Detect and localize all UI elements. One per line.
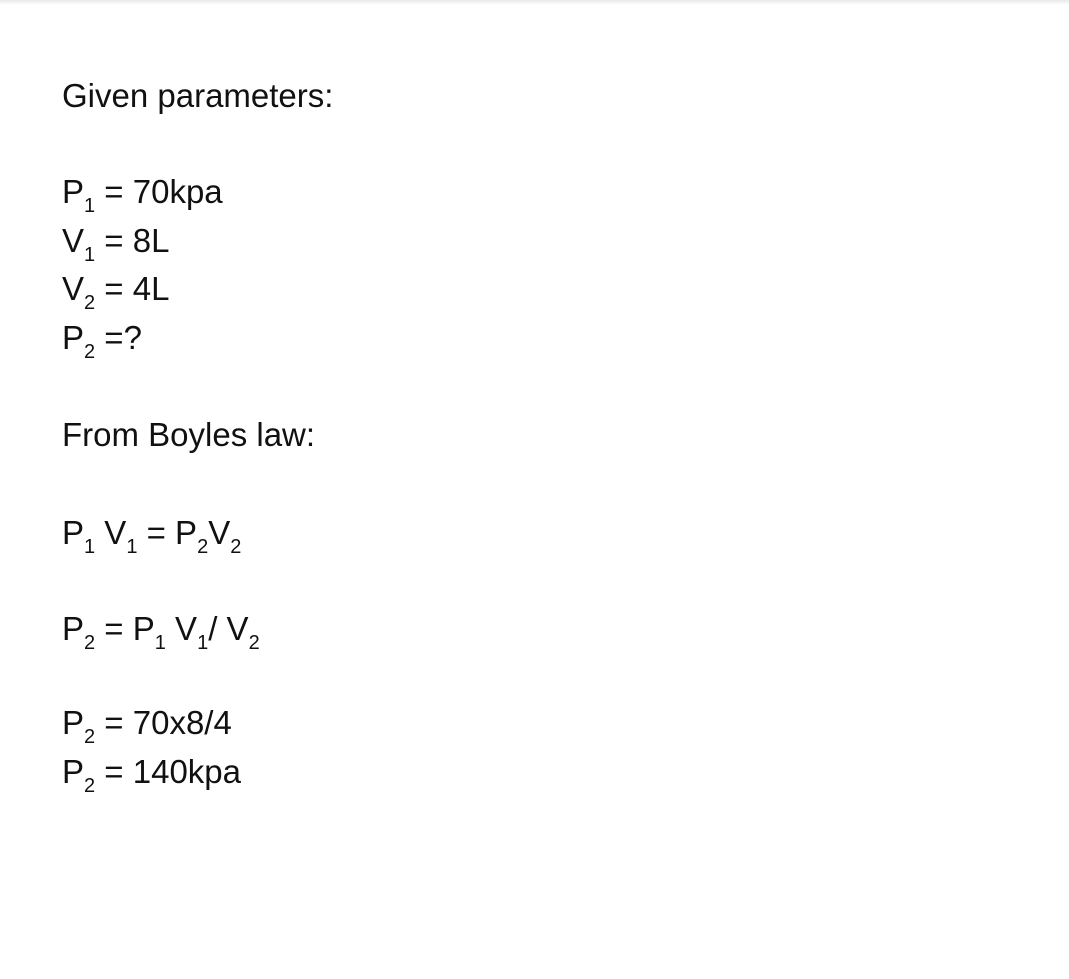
- term: / V: [208, 610, 249, 647]
- subscript: 2: [230, 536, 242, 558]
- given-v1: [62, 221, 170, 266]
- value: =?: [95, 319, 142, 356]
- value: = 70kpa: [95, 173, 223, 210]
- term: V: [165, 610, 198, 647]
- subscript: 2: [197, 536, 209, 558]
- subscript: 1: [84, 536, 96, 558]
- subscript: 2: [248, 632, 260, 654]
- result-step: [62, 752, 242, 797]
- subscript: 2: [84, 341, 96, 363]
- variable: P: [62, 173, 85, 210]
- term: = P: [137, 514, 198, 551]
- subscript: 1: [197, 632, 209, 654]
- subscript: 2: [84, 292, 96, 314]
- subscript: 2: [84, 775, 96, 797]
- top-shadow: [0, 0, 1069, 5]
- term: P: [62, 610, 85, 647]
- subscript: 1: [84, 195, 96, 217]
- value: = 8L: [95, 222, 170, 259]
- given-v2: [62, 269, 170, 314]
- rearranged-equation: [62, 609, 260, 654]
- variable: V: [62, 222, 85, 259]
- variable: P: [62, 704, 85, 741]
- subscript: 2: [84, 632, 96, 654]
- boyles-equation: [62, 513, 242, 558]
- term: V: [208, 514, 231, 551]
- value: = 4L: [95, 270, 170, 307]
- subscript: 1: [154, 632, 166, 654]
- given-p1: [62, 172, 223, 217]
- law-heading: From Boyles law:: [62, 416, 316, 453]
- term: V: [95, 514, 127, 551]
- variable: P: [62, 753, 85, 790]
- variable: P: [62, 319, 85, 356]
- given-heading: Given parameters:: [62, 77, 334, 114]
- term: = P: [95, 610, 155, 647]
- substitution-step: [62, 703, 232, 748]
- term: P: [62, 514, 85, 551]
- subscript: 1: [84, 244, 96, 266]
- variable: V: [62, 270, 85, 307]
- value: = 70x8/4: [95, 704, 232, 741]
- value: = 140kpa: [95, 753, 242, 790]
- given-p2: [62, 318, 142, 363]
- subscript: 1: [126, 536, 138, 558]
- subscript: 2: [84, 726, 96, 748]
